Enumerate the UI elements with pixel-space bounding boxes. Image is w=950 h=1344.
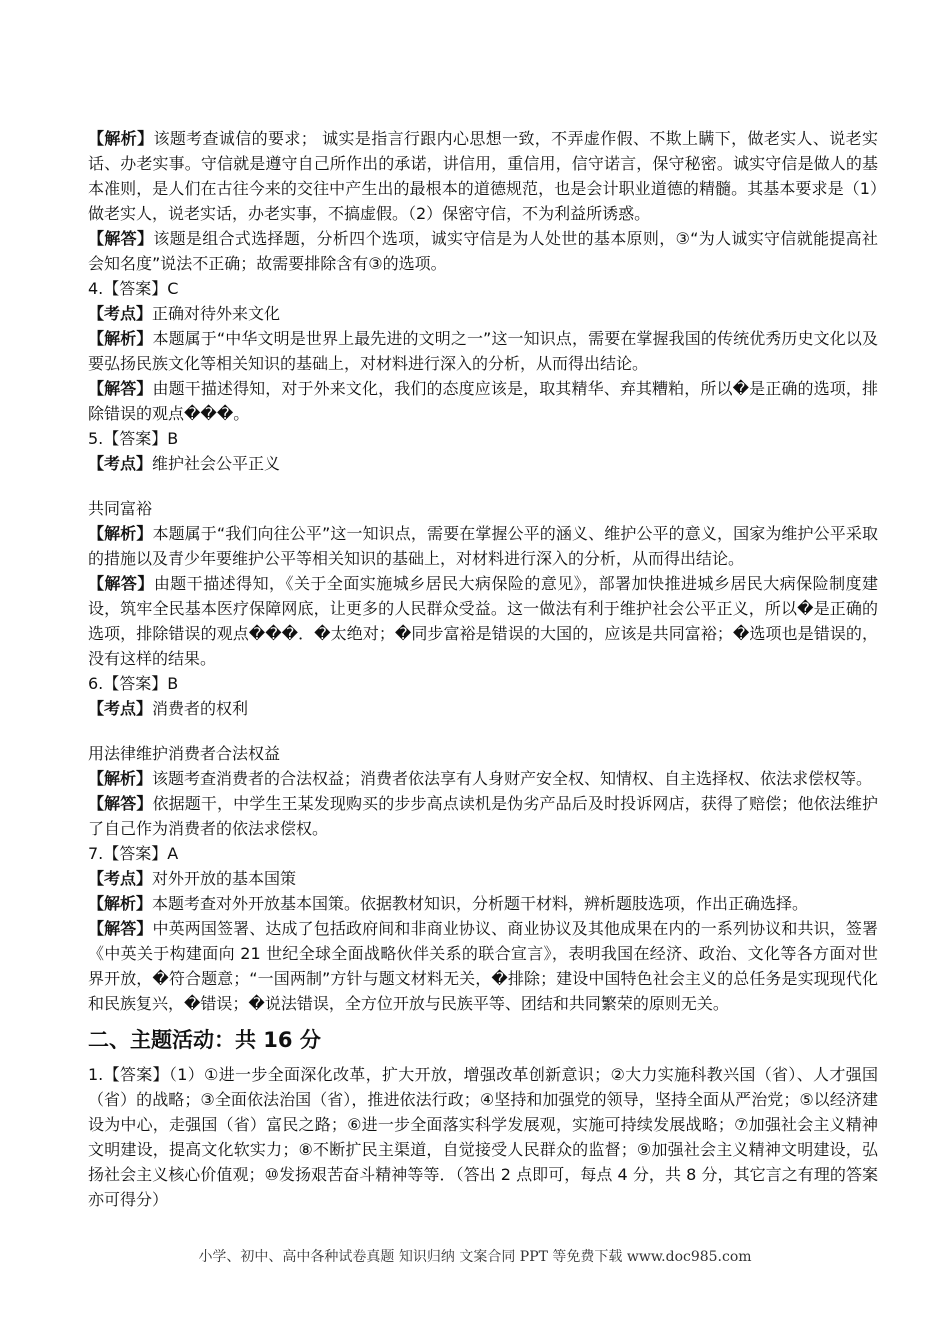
q5-solution-text: 由题干描述得知，《关于全面实施城乡居民大病保险的意见》，部署加快推进城乡居民大病保险制度建设，筑牢全民基本医疗保障网底，让更多的人民群众受益。这一做法有利于维护社会公平正义，所以�是正确的选项，排除错误的观点���．�太绝对；�同步富裕是错误的大国的，应该是共同富裕；�选项也是错误的，没有这样的结果。: [88, 574, 878, 668]
q5-answer: [88, 426, 878, 451]
q7-answer-value: A: [167, 844, 179, 863]
q6-keypoint: [88, 696, 878, 721]
q4-answer-value: C: [167, 279, 179, 298]
q5-analysis: [88, 521, 878, 571]
s2-q1-answer-text: （1）①进一步全面深化改革，扩大开放，增强改革创新意识；②大力实施科教兴国（省）、人才强国（省）的战略；③全面依法治国（省），推进依法行政；④坚持和加强党的领导，坚持全面从严治党；⑤以经济建设为中心，走强国（省）富民之路；⑥进一步全面落实科学发展观，实施可持续发展战略；⑦加强社会主义精神文明建设，提高文化软实力；⑧不断扩民主渠道，自觉接受人民群众的监督；⑨加强社会主义精神文明建设，弘扬社会主义核心价值观；⑩发扬艰苦奋斗精神等等．（答出 2 点即可，每点 4 分，共 8 分，其它言之有理的答案亦可得分）: [88, 1065, 878, 1209]
q7-solution-text: 中英两国签署、达成了包括政府间和非商业协议、商业协议及其他成果在内的一系列协议和共识，签署《中英关于构建面向 21 世纪全球全面战略伙伴关系的联合宣言》，表明我国在经济、政治、文化等各方面对世界开放，�符合题意；“一国两制”方针与题文材料无关，�排除；建设中国特色社会主义的总任务是实现现代化和民族复兴，�错误；�说法错误，全方位开放与民族平等、团结和共同繁荣的原则无关。: [88, 919, 878, 1013]
q3-solution-text: 该题是组合式选择题，分析四个选项，诚实守信是为人处世的基本原则，③“为人诚实守信就能提高社会知名度”说法不正确；故需要排除含有③的选项。: [88, 229, 878, 273]
q6-answer: [88, 671, 878, 696]
q4-answer: [88, 276, 878, 301]
keypoint-tag: 【考点】: [88, 869, 153, 888]
q5-analysis-text: 本题属于“我们向往公平”这一知识点，需要在掌握公平的涵义、维护公平的意义，国家为维护公平采取的措施以及青少年要维护公平等相关知识的基础上，对材料进行深入的分析，从而得出结论。: [88, 524, 878, 568]
q7-analysis: [88, 891, 878, 916]
analysis-tag: 【解析】: [88, 524, 153, 543]
q7-answer: [88, 841, 878, 866]
q6-solution-text: 依据题干，中学生王某发现购买的步步高点读机是伪劣产品后及时投诉网店，获得了赔偿；他依法维护了自己作为消费者的依法求偿权。: [88, 794, 878, 838]
answer-tag: 【答案】: [103, 674, 168, 693]
spacer: [88, 476, 878, 496]
q5-extra-keypoint: 共同富裕: [88, 499, 153, 518]
q7-number: 7.: [88, 844, 104, 863]
analysis-tag: 【解析】: [88, 129, 154, 148]
keypoint-tag: 【考点】: [88, 454, 153, 473]
q5-keypoint: [88, 451, 878, 476]
q6-keypoint-text: 消费者的权利: [152, 699, 249, 718]
solution-tag: 【解答】: [88, 574, 154, 593]
analysis-tag: 【解析】: [88, 329, 153, 348]
q5-number: 5.: [88, 429, 104, 448]
q6-solution: [88, 791, 878, 841]
analysis-tag: 【解析】: [88, 894, 153, 913]
keypoint-tag: 【考点】: [88, 304, 153, 323]
q6-analysis: [88, 766, 878, 791]
s2-q1-answer: [88, 1062, 878, 1212]
q3-analysis-text: 该题考查诚信的要求； 诚实是指言行跟内心思想一致，不弄虚作假、不欺上瞒下，做老实人、说老实话、办老实事。守信就是遵守自己所作出的承诺，讲信用，重信用，信守诺言，保守秘密。诚实守信是做人的基本准则，是人们在古往今来的交往中产生出的最根本的道德规范，也是会计职业道德的精髓。其基本要求是（1）做老实人，说老实话，办老实事，不搞虚假。（2）保密守信，不为利益所诱惑。: [88, 129, 878, 223]
solution-tag: 【解答】: [88, 919, 153, 938]
q4-keypoint-text: 正确对待外来文化: [152, 304, 281, 323]
keypoint-tag: 【考点】: [88, 699, 153, 718]
q7-keypoint-text: 对外开放的基本国策: [152, 869, 297, 888]
q7-solution: [88, 916, 878, 1016]
q6-answer-value: B: [167, 674, 179, 693]
q3-analysis: [88, 126, 878, 226]
q4-solution: [88, 376, 878, 426]
answer-tag: 【答案】: [103, 1065, 169, 1084]
spacer: [88, 721, 878, 741]
solution-tag: 【解答】: [88, 794, 153, 813]
q4-solution-text: 由题干描述得知，对于外来文化，我们的态度应该是，取其精华、弃其糟粕，所以�是正确的选项，排除错误的观点���。: [88, 379, 878, 423]
answer-tag: 【答案】: [103, 279, 168, 298]
q6-extra-keypoint: 用法律维护消费者合法权益: [88, 744, 281, 763]
q6-analysis-text: 该题考查消费者的合法权益；消费者依法享有人身财产安全权、知情权、自主选择权、依法求偿权等。: [152, 769, 873, 788]
solution-tag: 【解答】: [88, 229, 154, 248]
section-heading: 二、主题活动：共 16 分: [88, 1028, 321, 1052]
q4-analysis: [88, 326, 878, 376]
analysis-tag: 【解析】: [88, 769, 153, 788]
q4-number: 4.: [88, 279, 104, 298]
answer-tag: 【答案】: [103, 844, 168, 863]
page-footer: 小学、初中、高中各种试卷真题 知识归纳 文案合同 PPT 等免费下载 www.doc985.com: [198, 1249, 752, 1265]
q5-keypoint-text: 维护社会公平正义: [152, 454, 281, 473]
document-body: [88, 126, 878, 1212]
q4-analysis-text: 本题属于“中华文明是世界上最先进的文明之一”这一知识点，需要在掌握我国的传统优秀历史文化以及要弘扬民族文化等相关知识的基础上，对材料进行深入的分析，从而得出结论。: [88, 329, 878, 373]
q5-answer-value: B: [167, 429, 179, 448]
q4-keypoint: [88, 301, 878, 326]
q7-keypoint: [88, 866, 878, 891]
s2-q1-number: 1.: [88, 1065, 104, 1084]
q6-number: 6.: [88, 674, 104, 693]
answer-tag: 【答案】: [103, 429, 168, 448]
q5-solution: [88, 571, 878, 671]
solution-tag: 【解答】: [88, 379, 153, 398]
q3-solution: [88, 226, 878, 276]
q7-analysis-text: 本题考查对外开放基本国策。依据教材知识，分析题干材料，辨析题肢选项，作出正确选择。: [152, 894, 809, 913]
